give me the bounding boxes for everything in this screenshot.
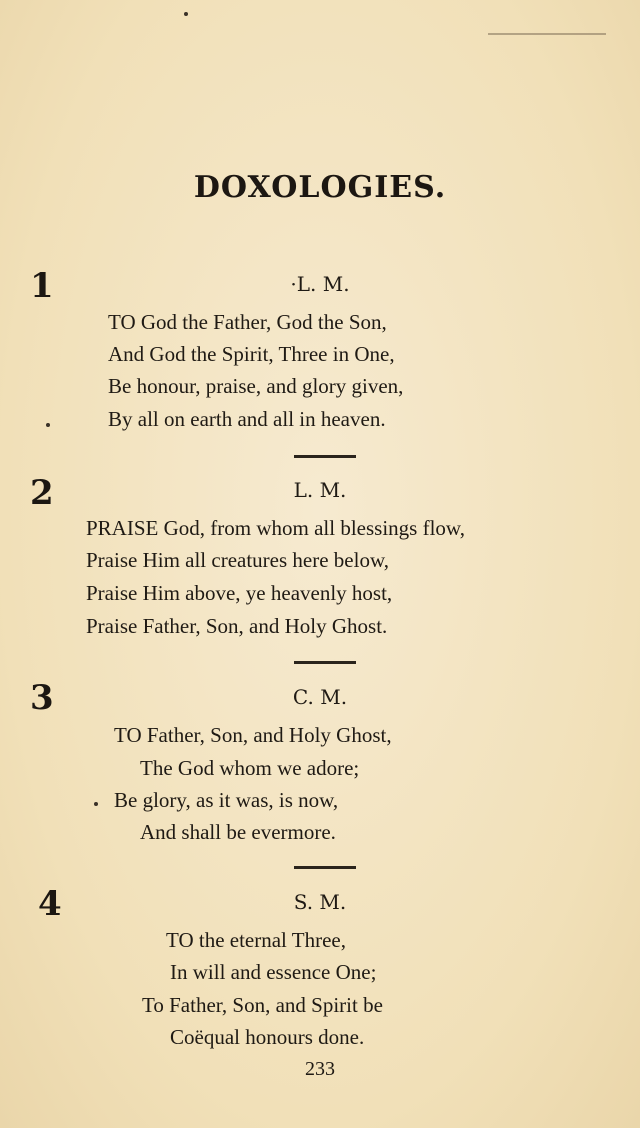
- hymn-meter: L. M.: [293, 478, 347, 502]
- section-divider: [294, 661, 356, 664]
- verse-line: Praise Him all creatures here below,: [86, 548, 390, 572]
- hymn-number: 2: [30, 473, 54, 513]
- print-speck: [184, 12, 188, 16]
- verse-line: PRAISE God, from whom all blessings flow,: [86, 516, 465, 540]
- verse-line: In will and essence One;: [170, 960, 377, 984]
- hymn-number: 4: [38, 884, 62, 924]
- section-divider: [294, 455, 356, 458]
- verse-line: TO the eternal Three,: [166, 928, 346, 952]
- verse-line: Be glory, as it was, is now,: [114, 788, 339, 812]
- hymn-meter: S. M.: [293, 890, 347, 914]
- verse-line: Coëqual honours done.: [170, 1025, 365, 1049]
- hymn-meter: ·L. M.: [290, 272, 350, 296]
- hymn-number: 1: [30, 266, 54, 306]
- verse-line: To Father, Son, and Spirit be: [142, 993, 383, 1017]
- verse-line: Be honour, praise, and glory given,: [108, 374, 404, 398]
- section-divider: [294, 866, 356, 869]
- hymn-number: 3: [30, 678, 54, 718]
- verse-line: And shall be evermore.: [140, 820, 336, 844]
- verse-line: Praise Him above, ye heavenly host,: [86, 581, 393, 605]
- page-number: 233: [305, 1058, 335, 1080]
- header-rule: [488, 33, 606, 35]
- hymn-meter: C. M.: [292, 685, 348, 709]
- verse-line: TO Father, Son, and Holy Ghost,: [114, 723, 392, 747]
- verse-line: By all on earth and all in heaven.: [108, 407, 386, 431]
- verse-line: Praise Father, Son, and Holy Ghost.: [86, 614, 388, 638]
- print-speck: [94, 802, 98, 806]
- print-speck: [46, 423, 50, 427]
- verse-line: The God whom we adore;: [140, 756, 360, 780]
- verse-line: TO God the Father, God the Son,: [108, 310, 387, 334]
- verse-line: And God the Spirit, Three in One,: [108, 342, 395, 366]
- page-title: DOXOLOGIES.: [193, 170, 447, 205]
